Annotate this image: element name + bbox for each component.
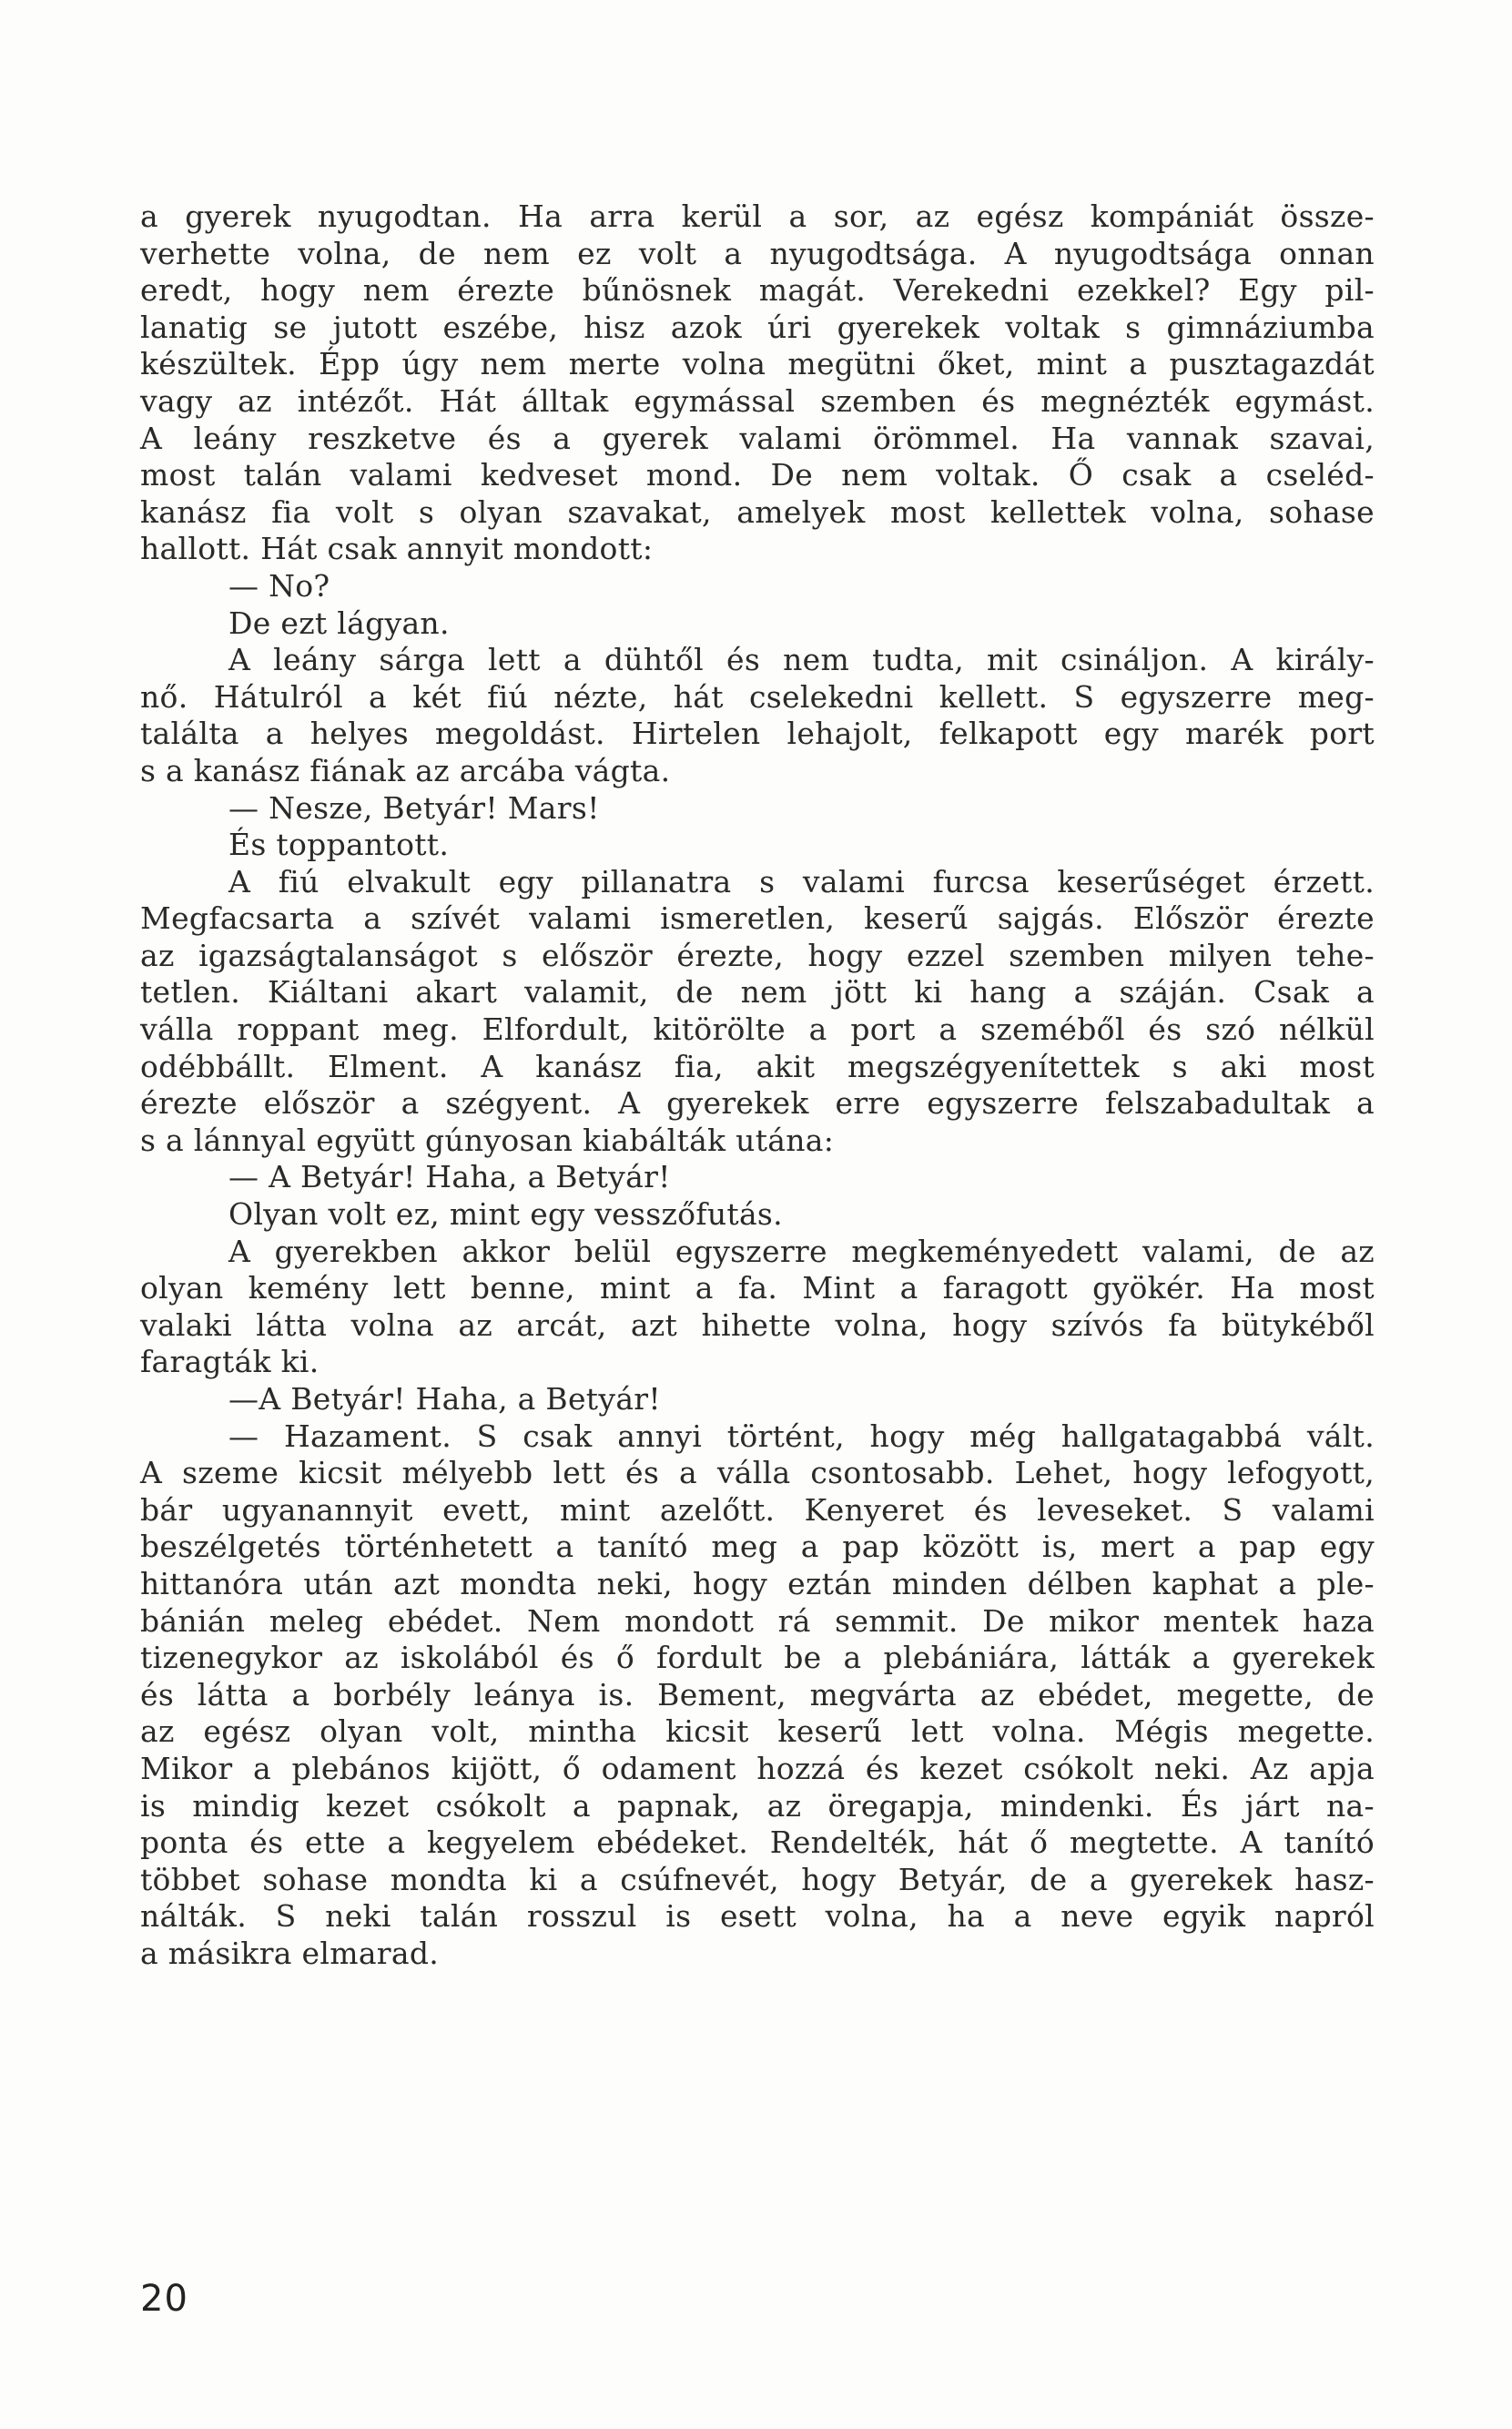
text-line: s a kanász fiának az arcába vágta.	[140, 752, 671, 788]
text-line: többet sohase mondta ki a csúfnevét, hogy Betyár, de a gyerekek hasz-	[140, 1861, 1375, 1897]
text-line: verhette volna, de nem ez volt a nyugodtsága. A nyugodtsága onnan	[140, 235, 1375, 271]
text-line: nő. Hátulról a két fiú nézte, hát cselekedni kellett. S egyszerre meg-	[140, 678, 1375, 715]
text-line: A leány reszketve és a gyerek valami örömmel. Ha vannak szavai,	[140, 420, 1375, 456]
text-line: —A Betyár! Haha, a Betyár!	[228, 1381, 661, 1417]
dialogue-paragraph	[140, 1196, 1375, 1234]
text-line: az egész olyan volt, mintha kicsit keserű lett volna. Mégis megette.	[140, 1713, 1375, 1750]
text-line: válla roppant meg. Elfordult, kitörölte a port a szeméből és szó nélkül	[140, 1011, 1375, 1048]
text-line: Megfacsarta a szívét valami ismeretlen, keserű sajgás. Először érezte	[140, 900, 1375, 937]
text-line: eredt, hogy nem érezte bűnösnek magát. Verekedni ezekkel? Egy pil-	[140, 272, 1375, 309]
page-number: 20	[140, 2278, 188, 2320]
text-line: is mindig kezet csókolt a papnak, az öregapja, mindenki. És járt na-	[140, 1787, 1375, 1824]
text-line: hallott. Hát csak annyit mondott:	[140, 531, 654, 567]
text-line: nálták. S neki talán rosszul is esett volna, ha a neve egyik napról	[140, 1898, 1375, 1935]
text-line: — No?	[228, 567, 330, 604]
text-line: tetlen. Kiáltani akart valamit, de nem jött ki hang a száján. Csak a	[140, 974, 1375, 1011]
text-line: érezte először a szégyent. A gyerekek erre egyszerre felszabadultak a	[140, 1085, 1375, 1122]
text-line: találta a helyes megoldást. Hirtelen lehajolt, felkapott egy marék port	[140, 716, 1375, 752]
text-paragraph	[140, 1418, 1375, 1973]
text-line: s a lánnyal együtt gúnyosan kiabálták utána:	[140, 1122, 835, 1158]
text-line: a gyerek nyugodtan. Ha arra kerül a sor, az egész kompániát össze-	[140, 198, 1375, 234]
text-line: A szeme kicsit mélyebb lett és a válla csontosabb. Lehet, hogy lefogyott,	[140, 1455, 1375, 1491]
text-line: beszélgetés történhetett a tanító meg a pap között is, mert a pap egy	[140, 1529, 1375, 1565]
text-line: kanász fia volt s olyan szavakat, amelyek most kellettek volna, sohase	[140, 493, 1375, 530]
text-line: valaki látta volna az arcát, azt hihette volna, hogy szívós fa bütykéből	[140, 1306, 1375, 1343]
text-line: hittanóra után azt mondta neki, hogy eztán minden délben kaphat a ple-	[140, 1565, 1375, 1601]
text-line: faragták ki.	[140, 1344, 320, 1380]
text-line: a másikra elmarad.	[140, 1935, 440, 1971]
text-line: és látta a borbély leánya is. Bement, megvárta az ebédet, megette, de	[140, 1676, 1375, 1712]
text-line: most talán valami kedveset mond. De nem voltak. Ő csak a cseléd-	[140, 457, 1375, 493]
dialogue-paragraph	[140, 790, 1375, 828]
text-line: ponta és ette a kegyelem ebédeket. Rendelték, hát ő megtette. A tanító	[140, 1824, 1375, 1861]
text-line: — Nesze, Betyár! Mars!	[228, 789, 600, 826]
text-line: lanatig se jutott eszébe, hisz azok úri gyerekek voltak s gimnáziumba	[140, 309, 1375, 345]
text-line: Olyan volt ez, mint egy vesszőfutás.	[228, 1196, 783, 1233]
body-text	[140, 198, 1375, 1973]
text-paragraph	[140, 198, 1375, 568]
text-line: — Hazament. S csak annyi történt, hogy még hallgatagabbá vált.	[228, 1418, 1375, 1454]
text-line: De ezt lágyan.	[228, 605, 450, 641]
text-line: készültek. Épp úgy nem merte volna megütni őket, mint a pusztagazdát	[140, 346, 1375, 382]
dialogue-paragraph	[140, 605, 1375, 643]
text-line: olyan kemény lett benne, mint a fa. Mint a faragott gyökér. Ha most	[140, 1270, 1375, 1306]
text-line: vagy az intézőt. Hát álltak egymással szemben és megnézték egymást.	[140, 382, 1375, 419]
text-paragraph	[140, 864, 1375, 1160]
dialogue-paragraph	[140, 1159, 1375, 1196]
text-paragraph	[140, 642, 1375, 789]
dialogue-paragraph	[140, 568, 1375, 605]
text-line: bár ugyanannyit evett, mint azelőtt. Kenyeret és leveseket. S valami	[140, 1491, 1375, 1528]
text-line: odébbállt. Elment. A kanász fia, akit megszégyenítettek s aki most	[140, 1048, 1375, 1084]
text-line: A fiú elvakult egy pillanatra s valami furcsa keserűséget érzett.	[228, 863, 1375, 899]
text-line: az igazságtalanságot s először érezte, hogy ezzel szemben milyen tehe-	[140, 937, 1375, 973]
text-line: A leány sárga lett a dühtől és nem tudta, mit csináljon. A király-	[228, 642, 1375, 678]
text-paragraph	[140, 1234, 1375, 1381]
text-line: tizenegykor az iskolából és ő fordult be a plebániára, látták a gyerekek	[140, 1640, 1375, 1676]
text-line: — A Betyár! Haha, a Betyár!	[228, 1159, 671, 1195]
dialogue-paragraph	[140, 1381, 1375, 1418]
text-line: Mikor a plebános kijött, ő odament hozzá és kezet csókolt neki. Az apja	[140, 1750, 1375, 1786]
dialogue-paragraph	[140, 827, 1375, 864]
text-line: A gyerekben akkor belül egyszerre megkeményedett valami, de az	[228, 1233, 1375, 1269]
text-line: bánián meleg ebédet. Nem mondott rá semmit. De mikor mentek haza	[140, 1602, 1375, 1639]
text-line: És toppantott.	[228, 827, 450, 863]
